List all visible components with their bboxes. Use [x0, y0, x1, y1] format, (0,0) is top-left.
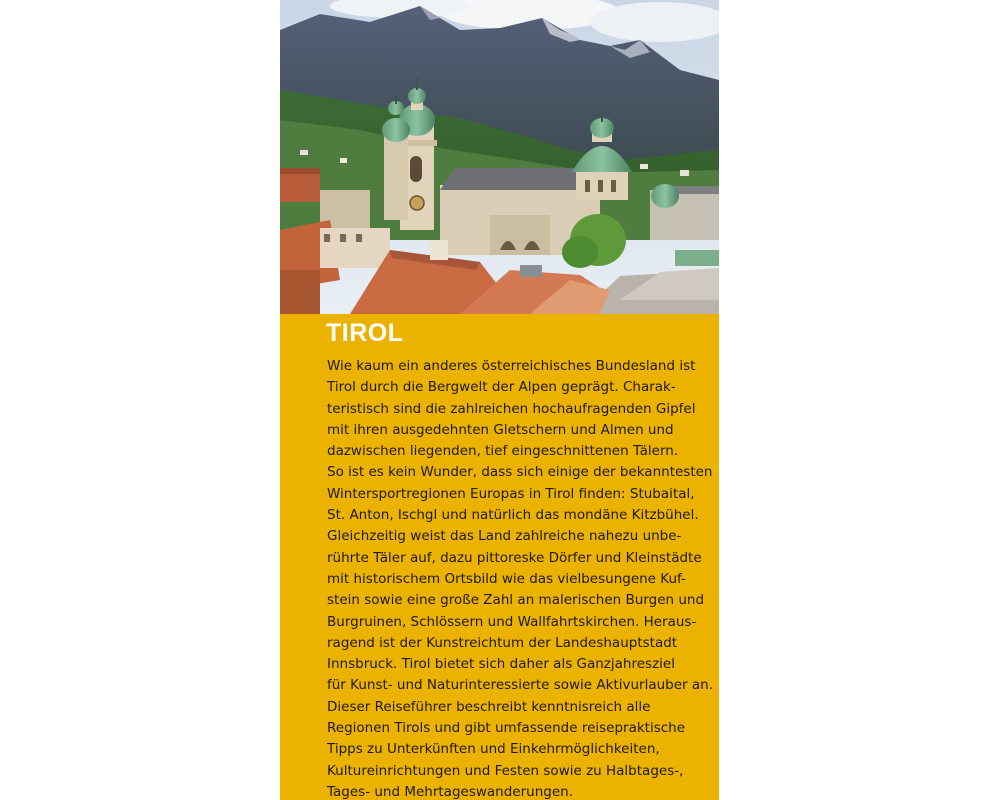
text-line: Tipps zu Unterkünften und Einkehrmöglichkeiten,	[327, 741, 660, 758]
text-line: St. Anton, Ischgl und natürlich das mondäne Kitzbühel.	[327, 507, 699, 524]
text-line: rührte Täler auf, dazu pittoreske Dörfer und Kleinstädte	[327, 549, 702, 566]
book-back-cover	[280, 0, 719, 800]
text-line: für Kunst- und Naturinteressierte sowie Aktivurlauber an.	[327, 677, 713, 694]
text-line: Dieser Reiseführer beschreibt kenntnisreich alle	[327, 698, 651, 715]
page-title: TIROL	[326, 319, 404, 347]
text-line: Innsbruck. Tirol bietet sich daher als Ganzjahresziel	[327, 656, 675, 673]
text-line: ragend ist der Kunstreichtum der Landeshauptstadt	[327, 634, 678, 651]
text-line: Burgruinen, Schlössern und Wallfahrtskirchen. Heraus-	[327, 613, 697, 630]
text-line: Wie kaum ein anderes österreichisches Bundesland ist	[327, 358, 696, 374]
description-text	[327, 356, 712, 800]
text-line: stein sowie eine große Zahl an malerischen Burgen und	[327, 592, 705, 609]
text-line: Regionen Tirols und gibt umfassende reisepraktische	[327, 720, 686, 737]
text-line: So ist es kein Wunder, dass sich einige der bekanntesten	[327, 464, 713, 481]
text-line: teristisch sind die zahlreichen hochaufragenden Gipfel	[327, 400, 696, 417]
text-line: Gleichzeitig weist das Land zahlreiche nahezu unbe-	[327, 528, 682, 545]
text-line: dazwischen liegenden, tief eingeschnittenen Tälern.	[327, 443, 679, 460]
text-line: Kultureinrichtungen und Festen sowie zu Halbtages-,	[327, 762, 684, 779]
text-line: Tirol durch die Bergwelt der Alpen geprägt. Charak-	[327, 379, 676, 396]
cover-photo	[280, 0, 719, 314]
text-line: Wintersportregionen Europas in Tirol finden: Stubaital,	[327, 485, 695, 502]
text-line: Tages- und Mehrtageswanderungen.	[327, 783, 573, 800]
text-line: mit ihren ausgedehnten Gletschern und Almen und	[327, 421, 674, 438]
text-line: mit historischem Ortsbild wie das vielbesungene Kuf-	[327, 570, 686, 587]
